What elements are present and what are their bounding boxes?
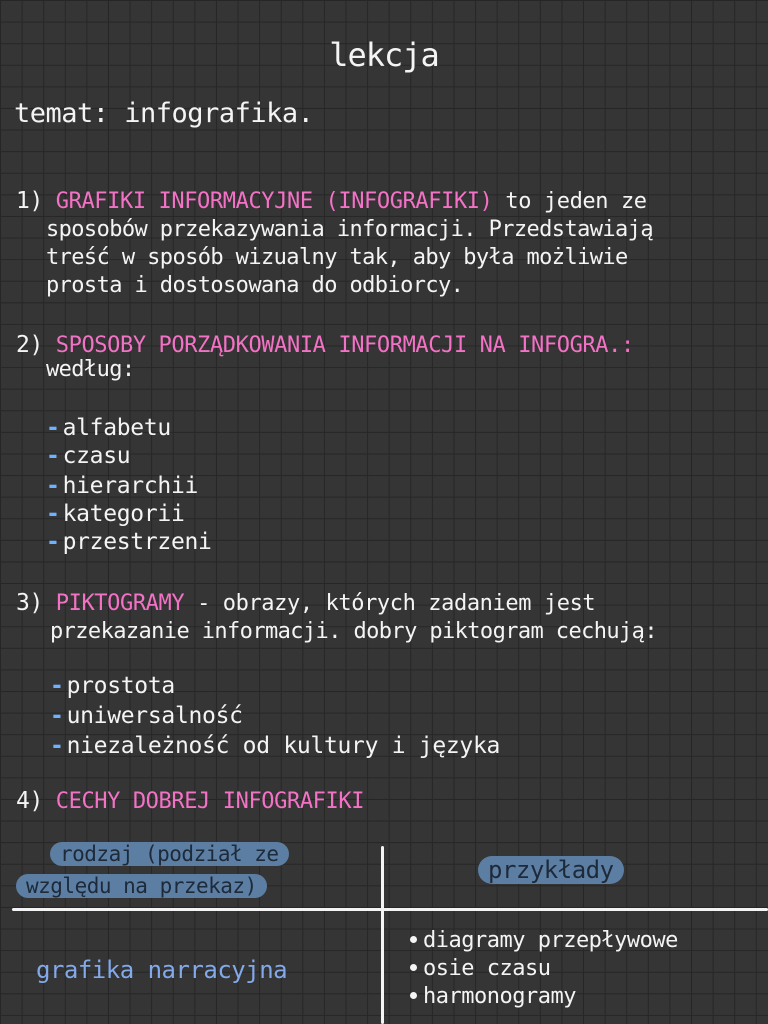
- dash-icon: -: [50, 733, 64, 759]
- dash-icon: -: [46, 443, 60, 469]
- section-3-number: 3): [16, 590, 43, 616]
- topic-line: temat: infografika.: [14, 98, 314, 129]
- section-1-line: treść w sposób wizualny tak, aby była możliwie: [46, 245, 628, 270]
- list-item: - niezależność od kultury i języka: [50, 733, 501, 759]
- section-2-heading-line: [16, 332, 634, 358]
- section-4-number: 4): [16, 788, 43, 814]
- dash-icon: -: [50, 703, 64, 729]
- list-item: harmonogramy: [410, 984, 576, 1010]
- table-horizontal-divider: [12, 908, 768, 911]
- section-4-heading-line: [16, 788, 364, 814]
- table-header-left-line1: rodzaj (podział ze: [50, 842, 289, 866]
- section-1-heading-rest: to jeden ze: [505, 189, 647, 214]
- list-item: - hierarchii: [46, 473, 199, 499]
- section-3-heading-rest: - obrazy, których zadaniem jest: [197, 591, 596, 616]
- list-item: - uniwersalność: [50, 703, 243, 729]
- list-item: diagramy przepływowe: [410, 928, 678, 954]
- section-2-heading: SPOSOBY PORZĄDKOWANIA INFORMACJI NA INFOGRA.:: [55, 333, 634, 358]
- list-item: - prostota: [50, 673, 175, 699]
- table-vertical-divider: [381, 846, 384, 1024]
- list-item: osie czasu: [410, 956, 550, 982]
- section-3-line: przekazanie informacji. dobry piktogram cechują:: [50, 619, 657, 644]
- table-header-right: przykłady: [478, 856, 624, 884]
- section-1-line: sposobów przekazywania informacji. Przedstawiają: [46, 217, 653, 242]
- section-1-heading-line: [16, 188, 647, 214]
- section-4-heading: CECHY DOBREJ INFOGRAFIKI: [55, 789, 365, 814]
- bullet-icon: [410, 992, 417, 999]
- dash-icon: -: [46, 473, 60, 499]
- list-item: - kategorii: [46, 501, 185, 527]
- section-1-heading: GRAFIKI INFORMACYJNE (INFOGRAFIKI): [55, 189, 493, 214]
- dash-icon: -: [46, 415, 60, 441]
- section-3-heading-line: [16, 590, 595, 616]
- table-row-left: grafika narracyjna: [36, 956, 288, 984]
- dash-icon: -: [50, 673, 64, 699]
- table-header-left-line2: względu na przekaz): [16, 874, 267, 898]
- section-1-number: 1): [16, 188, 43, 214]
- list-item: - czasu: [46, 443, 131, 469]
- section-2-line: według:: [46, 357, 135, 382]
- dash-icon: -: [46, 501, 60, 527]
- bullet-icon: [410, 964, 417, 971]
- section-2-number: 2): [16, 332, 43, 358]
- section-1-line: prosta i dostosowana do odbiorcy.: [46, 273, 464, 298]
- page-title: lekcja: [329, 36, 439, 74]
- dash-icon: -: [46, 529, 60, 555]
- bullet-icon: [410, 936, 417, 943]
- section-3-heading: PIKTOGRAMY: [55, 591, 185, 616]
- list-item: - alfabetu: [46, 415, 171, 441]
- list-item: - przestrzeni: [46, 529, 212, 555]
